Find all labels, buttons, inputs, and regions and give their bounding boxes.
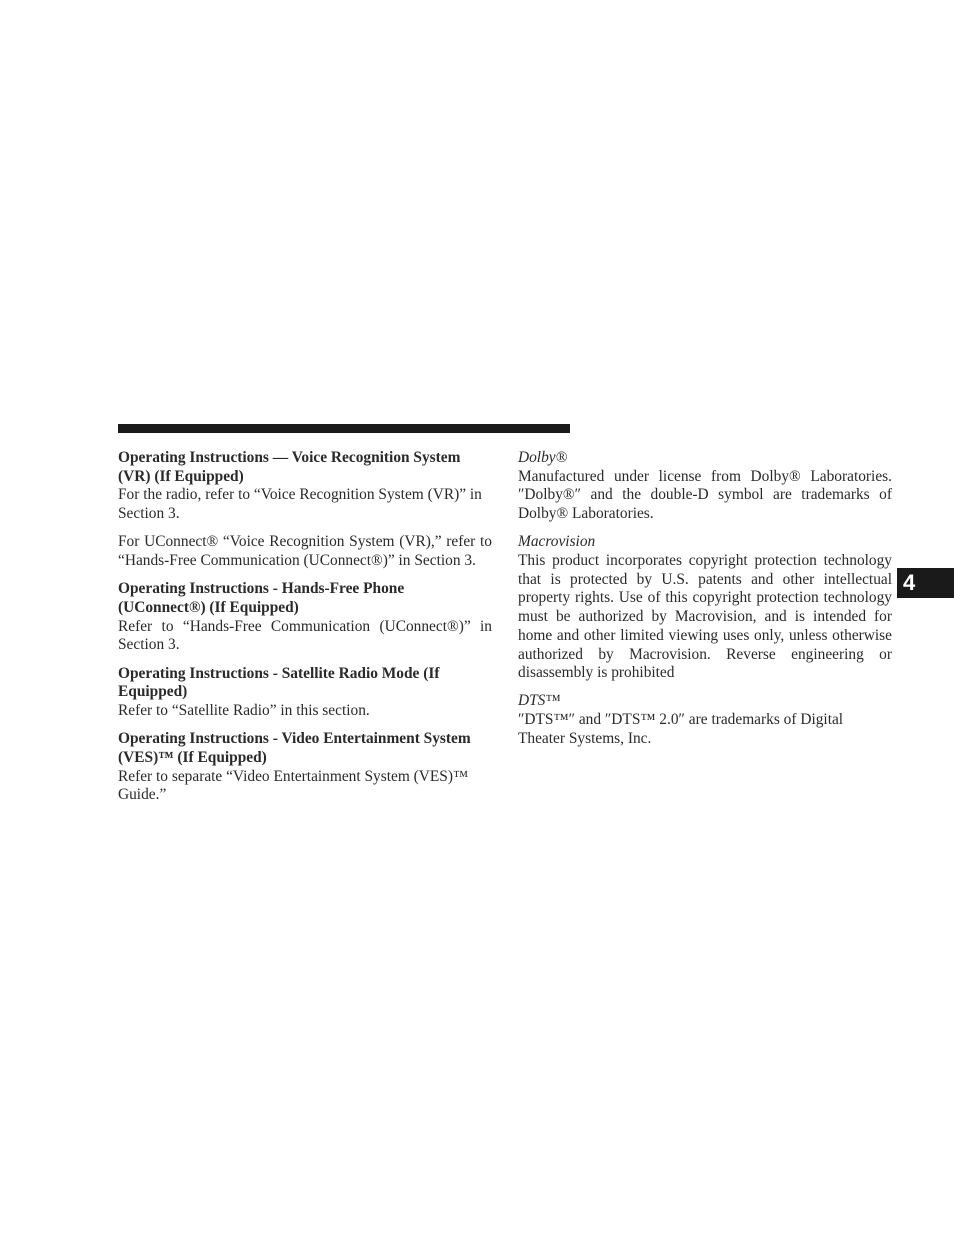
macrovision-text: This product incorporates copyright protection technology that is protected by U.S. patents and other intellectual property rights. Use of this copyright protection technology must be authorized by Macrovision, and is intended for home and other limited viewing uses only, unless otherwise authorized by Macrovision. Reverse engineering or disassembly is prohibited — [518, 552, 892, 682]
ves-heading: Operating Instructions - Video Entertainment System (VES)™ (If Equipped) — [118, 730, 471, 766]
satellite-heading: Operating Instructions - Satellite Radio Mode (If Equipped) — [118, 664, 440, 701]
vr-radio-text: For the radio, refer to “Voice Recognition System (VR)” in Section 3. — [118, 486, 482, 523]
hands-free-text: Refer to “Hands-Free Communication (UConnect®)” in Section 3. — [118, 617, 492, 654]
dolby-subheading: Dolby® — [518, 449, 568, 466]
dts-subheading: DTS™ — [518, 692, 561, 710]
dts-text: ″DTS™″ and ″DTS™ 2.0″ are trademarks of Digital Theater Systems, Inc. — [518, 711, 844, 747]
ves-text: Refer to separate “Video Entertainment System (VES)™ Guide.” — [118, 767, 469, 804]
left-column — [118, 449, 492, 805]
right-column — [518, 449, 892, 749]
top-rule — [118, 424, 570, 433]
macrovision-subheading: Macrovision — [518, 533, 596, 551]
section-tab-number: 4 — [903, 570, 916, 595]
satellite-text: Refer to “Satellite Radio” in this section. — [118, 701, 370, 719]
vr-uconnect-text: For UConnect® “Voice Recognition System (VR),” refer to “Hands-Free Communication (UConnect®)” in Section 3. — [118, 533, 492, 570]
dolby-text: Manufactured under license from Dolby® Laboratories. ″Dolby®″ and the double-D symbol are trademarks of Dolby® Laboratories. — [518, 467, 892, 523]
section-tab — [897, 568, 954, 598]
vr-heading: Operating Instructions — Voice Recognition System (VR) (If Equipped) — [118, 449, 461, 485]
hands-free-heading: Operating Instructions - Hands-Free Phone (UConnect®) (If Equipped) — [118, 580, 405, 616]
